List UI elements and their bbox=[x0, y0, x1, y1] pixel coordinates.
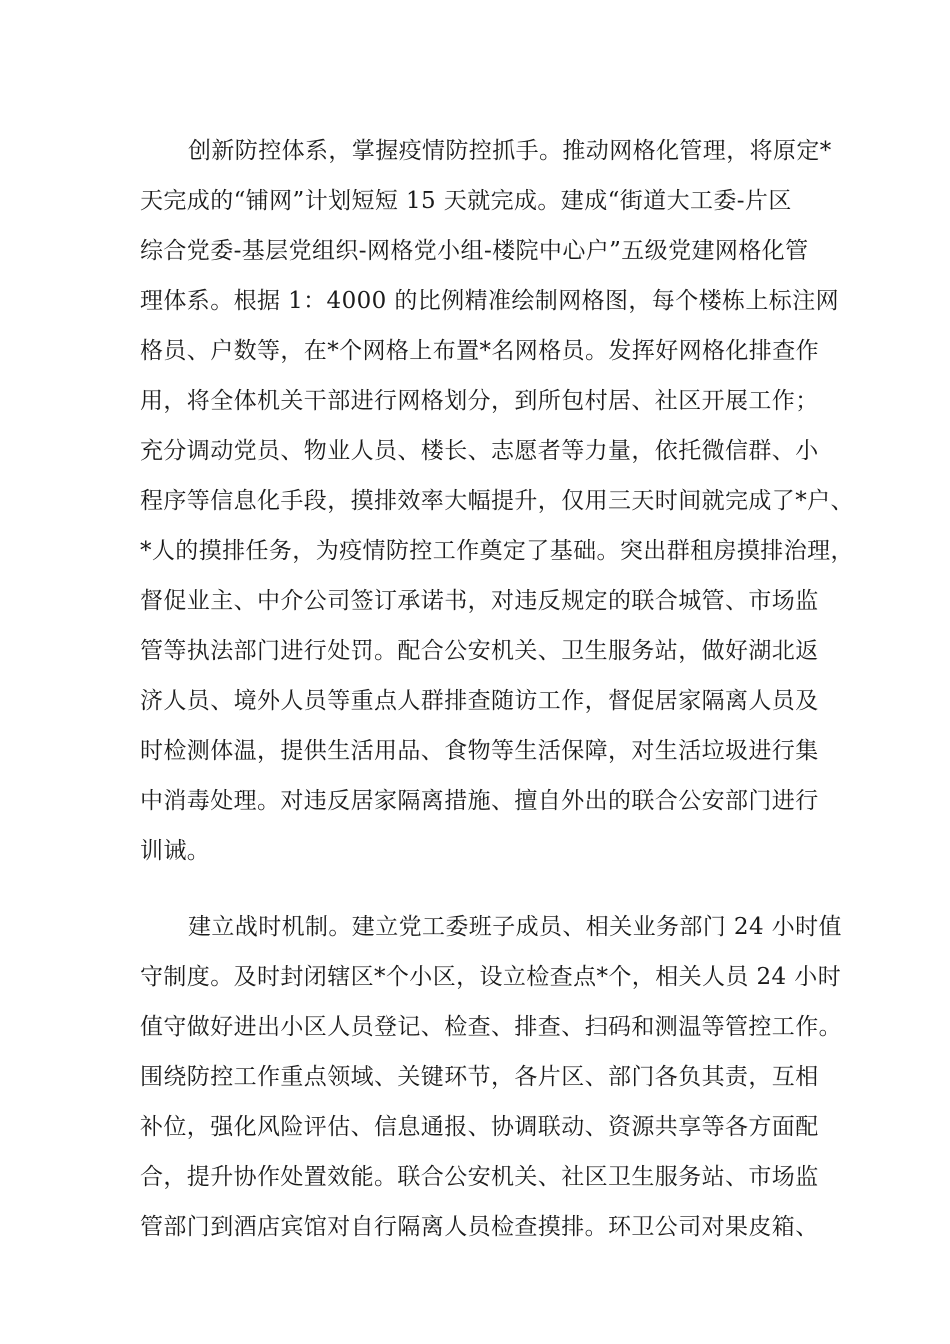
paragraph-line: 程序等信息化手段，摸排效率大幅提升，仅用三天时间就完成了*户、 bbox=[140, 488, 854, 514]
paragraph-line: 充分调动党员、物业人员、楼长、志愿者等力量，依托微信群、小 bbox=[140, 438, 819, 464]
paragraph-line: 时检测体温，提供生活用品、食物等生活保障，对生活垃圾进行集 bbox=[140, 738, 819, 764]
paragraph-line: 训诫。 bbox=[140, 838, 211, 864]
paragraph-spacer bbox=[140, 880, 820, 906]
paragraph-line: 督促业主、中介公司签订承诺书，对违反规定的联合城管、市场监 bbox=[140, 588, 819, 614]
paragraph-line: 用，将全体机关干部进行网格划分，到所包村居、社区开展工作； bbox=[140, 388, 819, 414]
paragraph-line: 建立战时机制。建立党工委班子成员、相关业务部门 24 小时值 bbox=[188, 914, 842, 940]
paragraph-line: *人的摸排任务，为疫情防控工作奠定了基础。突出群租房摸排治理， bbox=[140, 538, 854, 564]
paragraph-line: 济人员、境外人员等重点人群排查随访工作，督促居家隔离人员及 bbox=[140, 688, 819, 714]
paragraph-line: 管等执法部门进行处罚。配合公安机关、卫生服务站，做好湖北返 bbox=[140, 638, 819, 664]
paragraph-1 bbox=[140, 130, 854, 880]
paragraph-line: 围绕防控工作重点领域、关键环节，各片区、部门各负其责，互相 bbox=[140, 1064, 819, 1090]
paragraph-line: 守制度。及时封闭辖区*个小区，设立检查点*个，相关人员 24 小时 bbox=[140, 964, 842, 990]
paragraph-2 bbox=[140, 906, 842, 1256]
paragraph-line: 创新防控体系，掌握疫情防控抓手。推动网格化管理，将原定* bbox=[188, 138, 832, 164]
document-body bbox=[140, 130, 854, 1256]
paragraph-line: 综合党委-基层党组织-网格党小组-楼院中心户”五级党建网格化管 bbox=[140, 238, 809, 264]
paragraph-line: 合，提升协作处置效能。联合公安机关、社区卫生服务站、市场监 bbox=[140, 1164, 819, 1190]
paragraph-line: 值守做好进出小区人员登记、检查、排查、扫码和测温等管控工作。 bbox=[140, 1014, 842, 1040]
paragraph-line: 中消毒处理。对违反居家隔离措施、擅自外出的联合公安部门进行 bbox=[140, 788, 819, 814]
paragraph-line: 格员、户数等，在*个网格上布置*名网格员。发挥好网格化排查作 bbox=[140, 338, 819, 364]
paragraph-line: 管部门到酒店宾馆对自行隔离人员检查摸排。环卫公司对果皮箱、 bbox=[140, 1214, 819, 1240]
paragraph-line: 理体系。根据 1：4000 的比例精准绘制网格图，每个楼栋上标注网 bbox=[140, 288, 839, 314]
paragraph-line: 补位，强化风险评估、信息通报、协调联动、资源共享等各方面配 bbox=[140, 1114, 819, 1140]
paragraph-line: 天完成的“铺网”计划短短 15 天就完成。建成“街道大工委-片区 bbox=[140, 188, 792, 214]
